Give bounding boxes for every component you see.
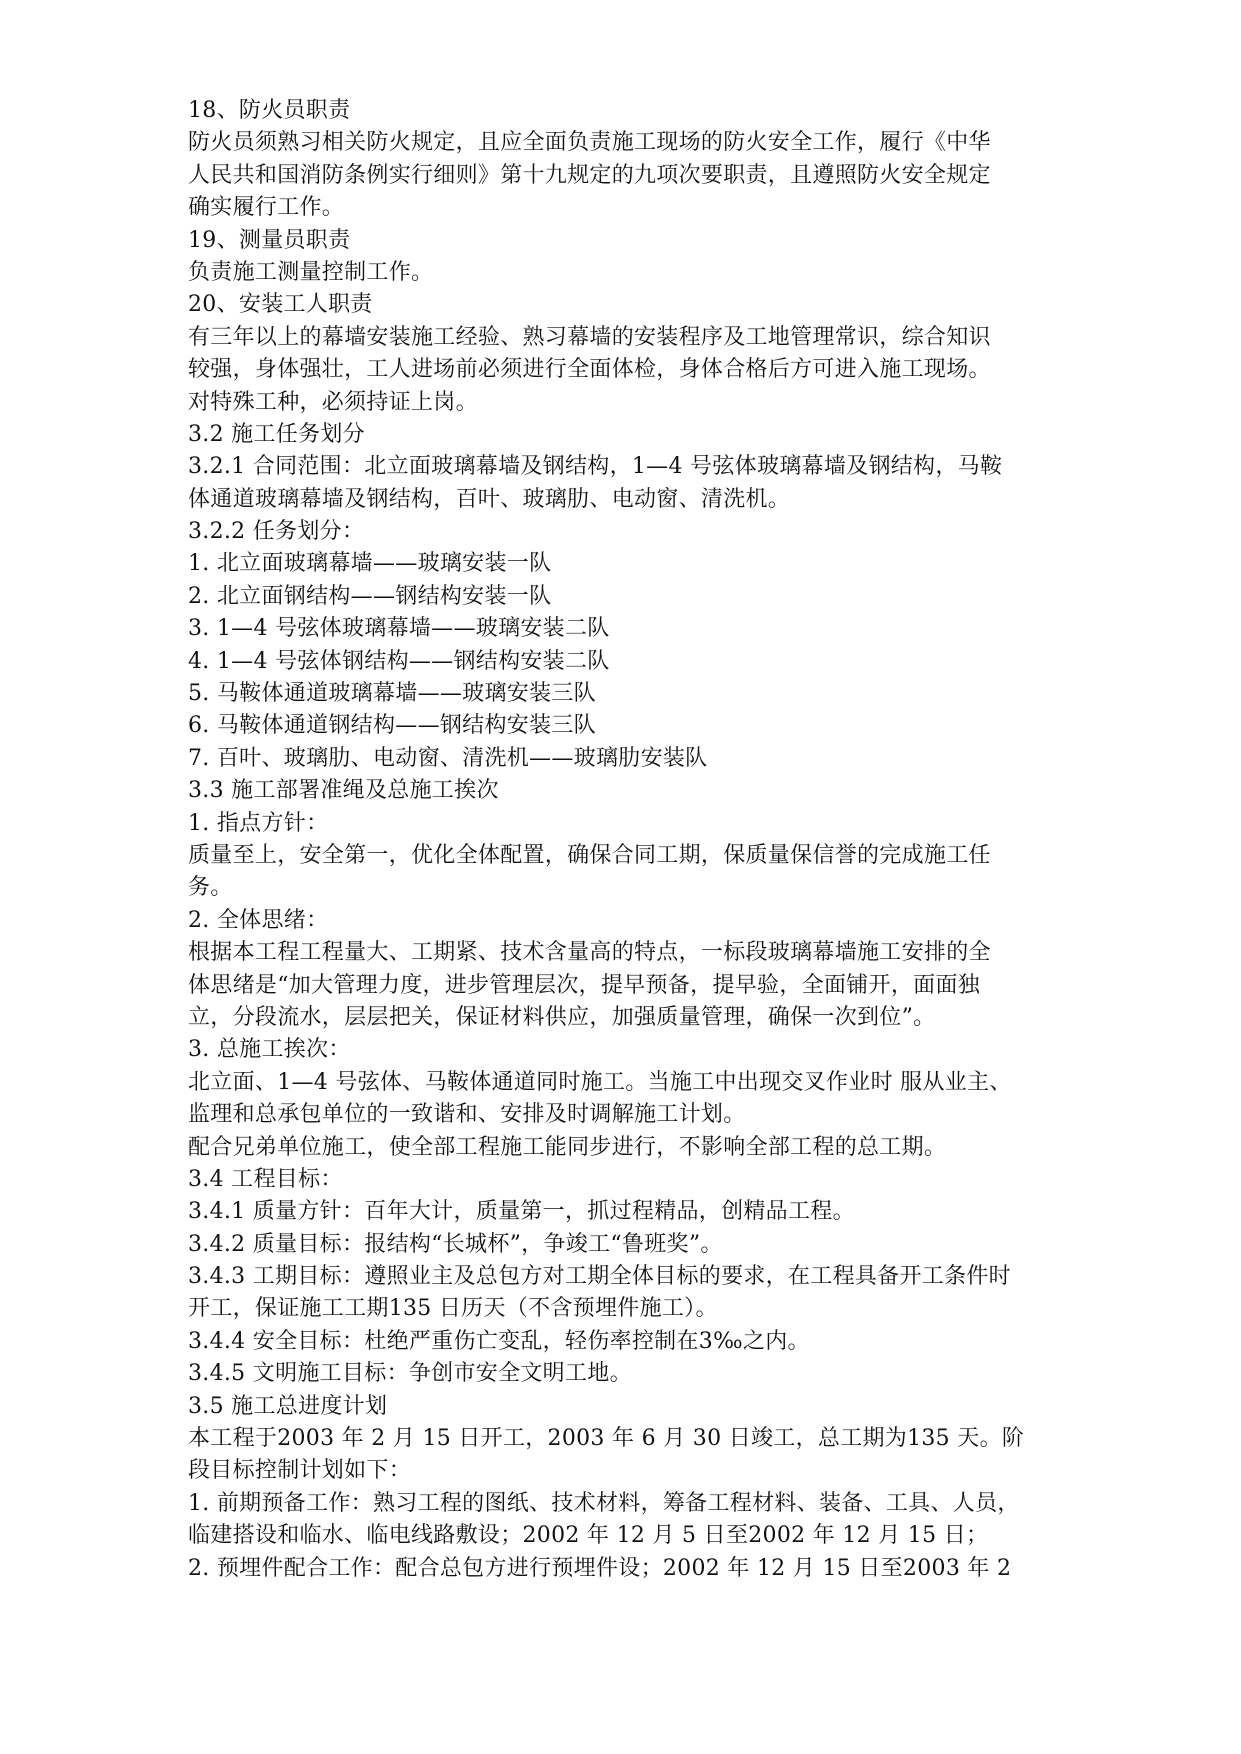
text-line: 7. 百叶、玻璃肋、电动窗、清洗机——玻璃肋安装队: [188, 745, 708, 771]
text-line: 本工程于2003 年 2 月 15 日开工，2003 年 6 月 30 日竣工，总工期为135 天。阶: [188, 1426, 1025, 1452]
text-line: 3.3 施工部署准绳及总施工挨次: [188, 778, 499, 804]
text-line: 1. 指点方针：: [188, 810, 329, 836]
text-line: 3.4.4 安全目标：杜绝严重伤亡变乱，轻伤率控制在3‰之内。: [188, 1328, 810, 1354]
text-line: 2. 全体思绪：: [188, 907, 329, 933]
text-line: 立，分段流水，层层把关，保证材料供应，加强质量管理，确保一次到位”。: [188, 1004, 936, 1030]
text-line: 5. 马鞍体通道玻璃幕墙——玻璃安装三队: [188, 681, 596, 707]
text-line: 质量至上，安全第一，优化全体配置，确保合同工期，保质量保信誉的完成施工任: [188, 842, 991, 868]
text-line: 临建搭设和临水、临电线路敷设；2002 年 12 月 5 日至2002 年 12 月 15 日；: [188, 1523, 989, 1549]
text-line: 段目标控制计划如下：: [188, 1458, 412, 1484]
text-line: 19、测量员职责: [188, 227, 351, 253]
text-line: 3. 1—4 号弦体玻璃幕墙——玻璃安装二队: [188, 616, 610, 642]
text-line: 3.4.5 文明施工目标：争创市安全文明工地。: [188, 1361, 632, 1387]
text-line: 3. 总施工挨次：: [188, 1037, 351, 1063]
text-line: 根据本工程工程量大、工期紧、技术含量高的特点，一标段玻璃幕墙施工安排的全: [188, 940, 991, 966]
text-line: 对特殊工种，必须持证上岗。: [188, 389, 478, 415]
text-line: 较强，身体强壮，工人进场前必须进行全面体检，身体合格后方可进入施工现场。: [188, 357, 991, 383]
text-line: 1. 北立面玻璃幕墙——玻璃安装一队: [188, 551, 552, 577]
text-line: 18、防火员职责: [188, 98, 351, 123]
text-line: 6. 马鞍体通道钢结构——钢结构安装三队: [188, 713, 596, 739]
text-line: 体思绪是“加大管理力度，进步管理层次，提早预备，提早验，全面铺开，面面独: [188, 972, 981, 998]
text-line: 3.4.3 工期目标：遵照业主及总包方对工期全体目标的要求，在工程具备开工条件时: [188, 1264, 1011, 1290]
text-line: 开工，保证施工工期135 日历天（不含预埋件施工）。: [188, 1296, 718, 1322]
text-line: 3.5 施工总进度计划: [188, 1393, 388, 1419]
text-line: 3.2 施工任务划分: [188, 421, 365, 447]
text-line: 确实履行工作。: [188, 195, 345, 221]
text-line: 3.4.1 质量方针：百年大计，质量第一，抓过程精品，创精品工程。: [188, 1199, 855, 1225]
text-line: 3.2.2 任务划分：: [188, 519, 365, 545]
text-line: 2. 预埋件配合工作：配合总包方进行预埋件设；2002 年 12 月 15 日至2003 年 2: [188, 1555, 1012, 1581]
text-line: 防火员须熟习相关防火规定，且应全面负责施工现场的防火安全工作，履行《中华: [188, 130, 991, 156]
text-line: 4. 1—4 号弦体钢结构——钢结构安装二队: [188, 648, 610, 674]
text-line: 2. 北立面钢结构——钢结构安装一队: [188, 583, 552, 609]
text-line: 体通道玻璃幕墙及钢结构，百叶、玻璃肋、电动窗、清洗机。: [188, 486, 791, 512]
text-line: 有三年以上的幕墙安装施工经验、熟习幕墙的安装程序及工地管理常识，综合知识: [188, 324, 991, 350]
text-line: 1. 前期预备工作：熟习工程的图纸、技术材料，筹备工程材料、装备、工具、人员，: [188, 1490, 1020, 1516]
text-line: 配合兄弟单位施工，使全部工程施工能同步进行，不影响全部工程的总工期。: [188, 1134, 947, 1160]
text-line: 人民共和国消防条例实行细则》第十九规定的九项次要职责，且遵照防火安全规定: [188, 162, 991, 188]
text-line: 20、安装工人职责: [188, 292, 373, 318]
text-line: 3.2.1 合同范围：北立面玻璃幕墙及钢结构，1—4 号弦体玻璃幕墙及钢结构，马鞍: [188, 454, 1003, 480]
text-line: 负责施工测量控制工作。: [188, 259, 434, 285]
text-line: 3.4.2 质量目标：报结构“长城杯”，争竣工“鲁班奖”。: [188, 1231, 723, 1257]
text-line: 3.4 工程目标：: [188, 1166, 343, 1192]
text-line: 北立面、1—4 号弦体、马鞍体通道同时施工。当施工中出现交叉作业时 服从业主、: [188, 1069, 1012, 1095]
document-body: [188, 95, 1108, 1585]
text-line: 务。: [188, 875, 233, 901]
text-line: 监理和总承包单位的一致谐和、安排及时调解施工计划。: [188, 1102, 746, 1128]
